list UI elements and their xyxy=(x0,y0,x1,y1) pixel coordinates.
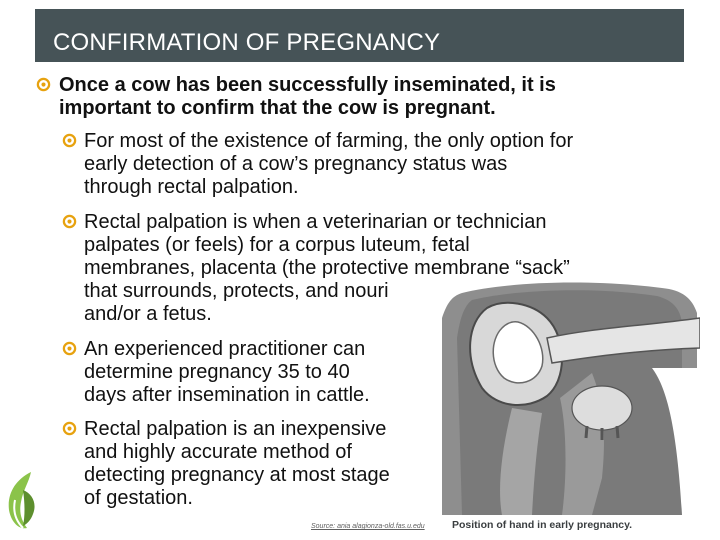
bullet-line: through rectal palpation. xyxy=(84,176,299,198)
bullet-line: determine pregnancy 35 to 40 xyxy=(84,361,350,383)
bullet-line: important to confirm that the cow is pregnant. xyxy=(59,97,496,119)
gear-bullet-icon xyxy=(62,214,77,229)
bullet-line: detecting pregnancy at most stage xyxy=(84,464,390,486)
title-bar xyxy=(35,9,684,62)
gear-bullet-icon xyxy=(36,77,51,92)
leaf-logo-icon xyxy=(5,470,41,532)
bullet-line: and highly accurate method of xyxy=(84,441,352,463)
bullet-line: membranes, placenta (the protective membrane “sack” xyxy=(84,257,570,279)
image-source-link[interactable]: Source: ania alagionza-old.fas.u.edu xyxy=(311,523,425,530)
bullet-line: that surrounds, protects, and nouri xyxy=(84,280,389,302)
bullet-line: days after insemination in cattle. xyxy=(84,384,370,406)
bullet-line: of gestation. xyxy=(84,487,193,509)
bullet-line: For most of the existence of farming, the only option for xyxy=(84,130,574,152)
slide-title: CONFIRMATION OF PREGNANCY xyxy=(53,29,441,56)
bullet-1-text xyxy=(59,74,556,120)
bullet-line: and/or a fetus. xyxy=(84,303,212,325)
bullet-4-text xyxy=(84,338,370,407)
gear-bullet-icon xyxy=(62,421,77,436)
bullet-2-text xyxy=(84,130,573,199)
bullet-line: Once a cow has been successfully inseminated, it is xyxy=(59,74,556,96)
bullet-3-text xyxy=(84,211,570,326)
bullet-line: Rectal palpation is when a veterinarian or technician xyxy=(84,211,547,233)
bullet-line: An experienced practitioner can xyxy=(84,338,366,360)
bullet-line: Rectal palpation is an inexpensive xyxy=(84,418,387,440)
bullet-line: early detection of a cow’s pregnancy status was xyxy=(84,153,508,175)
gear-bullet-icon xyxy=(62,133,77,148)
image-caption: Position of hand in early pregnancy. xyxy=(452,519,633,531)
bullet-5-text xyxy=(84,418,390,510)
bullet-line: palpates (or feels) for a corpus luteum, fetal xyxy=(84,234,470,256)
gear-bullet-icon xyxy=(62,341,77,356)
